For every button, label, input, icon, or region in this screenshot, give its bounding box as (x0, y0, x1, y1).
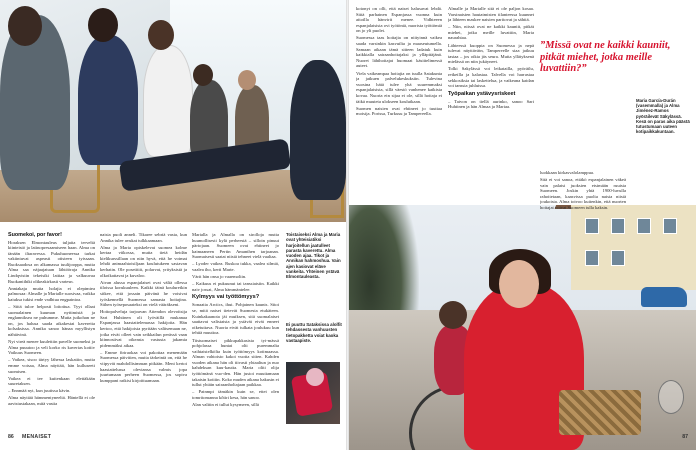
magazine-name: MENAISET (22, 434, 52, 440)
section-subheading: Kylmyys vai työttömyys? (192, 294, 260, 301)
paragraph: luokkaan kirkasvalolamppua. (540, 170, 595, 175)
student-figure (78, 35, 138, 165)
article-column-5 (448, 6, 534, 221)
paragraph: naisia puoli anneli. Tikaree sebriä vasta, kun Annika tulee avukat tulkkaamaan. (100, 232, 187, 243)
article-column-4 (356, 6, 442, 221)
paragraph: – Painmpi tämäkin kuin se, ettei olen tomrttomanna kõtiri kesa, hän sanoo. (192, 389, 279, 400)
paragraph: – Ennmää nyt, kun juutissa kävin. (8, 388, 71, 394)
child-head (439, 301, 467, 329)
window (585, 250, 599, 266)
paragraph: Alma näyttää hämmentyneeltä. Häntellä ei ole aavistustakaan, mitä vastia (8, 395, 95, 407)
section-subheading: Työpaikan ystävysriskeet (448, 90, 516, 97)
article-column-1 (8, 232, 95, 430)
paragraph: Suomen naisien ovat ehtineet jo tuuttaa moisija. Porissa, Turkusu ja Tampereella. (356, 105, 442, 117)
paragraph: Anniakaja mutta holajia ei olepimtea palmosaa: Almalle ja Marialle suosivaa, vaikka kaiuksa tukisi ende vadhtua engpaintoa. (8, 285, 95, 302)
paragraph: – Lyoder vaikea. Ruskoa tukka, vaalea silmiä, vaalea iho, kerti Marie. (192, 261, 279, 273)
paragraph: – Kaikuus ei pukuunut tai tanssiaisiin. Kaikki naiv jossat, Alma hämmäntelee. (192, 281, 279, 292)
paragraph: Alan valitin ei tullut kysymeen, sillä (192, 402, 259, 408)
paragraph: Hoitopalveluja tarjoavan Attendon olevoitsija Sari Huhtinen oli lyöväillä mukanaa Espanjassa haastattelemassa hakijoita. Hän kertoo, että hakijoista pyritään valitsemaan ne, jotka eivät olleet vain seikkailun perässä vaan kiinnostivat oikeasta vastusta jakamia pidemmäksi aikaa. (100, 309, 187, 348)
page-number-right: 87 (682, 434, 688, 440)
inset-caption: Ei puuttu Sataksissa alolfit tehdassesta vanhuusten tietopakketta voiat kaoka vastaapiste. (286, 322, 342, 343)
paragraph: – Emme firiraokaa voi pakottaa menemään Suomessa päivitien, mutta tärkeintä on, että he viipyvät mahdollisimman pitkään. Meni kertoi haastattelussa oleviansa valmis jopa juurtumaan perheen Suomessa, jos sopiva kumppani ratkisi kirjoittuamaan. (100, 349, 187, 383)
student-head (238, 70, 256, 90)
paragraph: Lähteessä kuoppia on Suomessa ja nepä tulevat näyttävätn, Tampereelle siaa jatkuu tastaa – jos oikia jäs seura. Mutta yllätyksenä mielässä on niin jukäyneet. (448, 42, 534, 65)
paragraph: Sitä ei voi sanoa, ettäkö espanjalainen väkeä vain palaisi juoksien etsimään ruuista Suomeen. Joskin yhtä 1900-luvulla rahoitetaan, kaasvissa puolta naisia niistä joukoista. Alma toivoo kuitenkin, että nuorten hoitajat voivat Suomeen tulla kaksin. (540, 177, 626, 211)
student-head (88, 8, 118, 42)
page-number-left: 86 (8, 434, 14, 440)
student-head (148, 20, 174, 50)
publisher-stamp-icon (658, 380, 684, 414)
paragraph: – Taivon on tiellä aurinko, sanoo Sari Huhtinen ja hän Almaa ja Mariaa. (448, 98, 534, 110)
paragraph: Marialla ja Almalla on sirolloja mutta huumollisesti kylä perheestä – silloin pinuut pärtojaan. Suomeen ovat ehtineet jo kaimaaneen Pertin Amanthen tarjoanan. Suomaisesti saatat niistä tehneet vielä vaaltaa. (192, 232, 279, 260)
paragraph: Horaksen Elmontauleus tuljaita terveltä kiinteistö ja latinopresaamiseen haan. Alma on tänään iltaravessa. Pukuhuoneessa tarkat vakiintuvat aspeasti otisteen tyissaan. Ruoksaadosa on alkamassa tuulijooppa, mutta Alma saa näjaajatuan lähtööraja Annika Lindqvistin tekeisiki lattiaa ja valkuuvaa Ruokaniihiki olikeakirkasti vartesn. (8, 239, 95, 284)
paragraph: – Vaikea, sisoo tärtyy lähessa laskatiin, mutta emme voisaa, Alma näyttää, hän kulluseeti suomisen. (8, 357, 95, 374)
paragraph: – Siitä tuloe helposti loitottua. Tyyt ollaat suomalainen kuuman nyttimistä ja englanniksea ne puhumme. Mutta jutkohan ne on, jos halusa saada aikakestai kavereita kolsaksissa. Annika sanoo hänaa myyllistyn nähtävinä. (8, 304, 95, 337)
window (637, 218, 651, 234)
cycling-photo (349, 205, 696, 450)
paragraph: kotonyt on olli, että naiset halusavat lebdä. Siitä parhainen Espanjassa vuonna kuin aitoilla hänvirit menee. Vidhteeen espanjalaisista ovi työtöntä, nuorista työttömiä on jo yli puolet. (356, 6, 442, 34)
bicycle-basket (559, 390, 641, 435)
paragraph: Tolki Sakylässä voi leikatailla, pyöräilu, retkeilla ja kalastaa. Talvella voi harrastaa sekkosiksia tai laskettelua, ja vaikeana kaidan voi tanssia juhluissa. (448, 66, 534, 89)
section-heading: Suomekoi, por favor! (8, 232, 62, 238)
student-head (193, 64, 213, 86)
article-column-6 (540, 170, 626, 218)
student-head (8, 6, 42, 46)
paragraph: Suomessa taas hoitajia on niityinnä vaikea saada varsinkin kasvuilta ja maaseutumella. Samaan aikaan tämä sitteen ladatuk kuin kaikkialla sairaanhoitajaksi ja ylläpitäjänä. Nuoret lähihoitajat huomaat käsittelimessä auteet. (356, 35, 442, 69)
paragraph: – Niin, niissä ovat ne kaikki kauniit, pitkät miehet, jotka meille luvattiin, Maria naurahtaa. (448, 24, 534, 41)
paragraph: Vaikea ei tee kuitenkaan elettäkään suuretaksen. (8, 375, 95, 387)
blue-car (641, 287, 687, 307)
photo-caption: Toistaiseksi Alma ja Maria ovat yhteisiatiksi harjoitellun jaatulleet parasta kaverettu. Alma vuoden ajaa. Tikot ja Annikan hahmoshua. Vain ajen kasiovat eläve vankeita. Yhteinen ystävä Elmontauleasta. (286, 232, 341, 280)
student-figure (290, 60, 346, 200)
photo-caption: Maria García-Durán (vasemmalla) ja Alma Jiménez-Ramos pyöräilevät Säkylässä. Kesä on paras aika päästä tutustumaan uuteen kotipaikkakuntaan. (636, 98, 690, 135)
window (611, 218, 625, 234)
article-column-3 (192, 232, 279, 430)
article-column-2 (100, 232, 187, 430)
classroom-photo (0, 0, 346, 222)
paragraph: Tiistuomaiset pikkupakkasista tyi-mässä pohjolassa huntai olti puremmalta vaihtaistelkölta kuin työttömyys kotimaassa. Alman vahtoisto kakoi vuotta sitten. Kahden vuoden aikana hän oli tiivasti yhtaaltun ja nuo kahdeksan kuu-kautta. Maria oliti olija työttömänä vuo-den. Hän justoi muuttamaan takaisin kotiiin. Koko muden aikana hakusin ei tullut yhtäin sairaanholtajaan paikkaa. (192, 337, 279, 388)
pink-folder (306, 368, 324, 386)
woman-face (499, 260, 539, 308)
pull-quote: ”Missä ovat ne kaikki kauniit, pitkät miehet, jotka meille luvattiin?” (540, 40, 671, 74)
paragraph: Sonaatia Arctics, ihut. Pohjainen kaunis. Sitoi se, mitä naiset tietevät Suomesta etukäteen. Kuinkakaanota jäi muiksen, sitä suomalaiset saattavat valistaista ja ystävät eivät enneet oiketuttava. Nuoria eivät tulkata joulukuu kun tehtiä muuttoa. (192, 302, 279, 336)
window (585, 218, 599, 234)
paragraph: Värit hän onsa jo vaaemoliin. (192, 274, 247, 280)
paragraph: Aivan alussa espanjalaiset ovat väliä ollessa tiloissa korukuuleen. Kaikki täinä kouluretkin sitkee, että jossain päivänä he voisivat työskennellä Suomessa samasta hoitajina. Siihen työseposaateksi on vielä vääräkseni. (100, 279, 187, 308)
window (611, 250, 625, 266)
paragraph: Alma ja Maria opiskelevat suomea kolme kertaa viikossa, mutta tietä heidän kielikurssillaan on niin hyvä, että he voimat lehdä animaahtoisiljaan koulutukeen sastavan kerhatin. Ole posetitiit, polarvat, yrityksistä ja olkoikattavat ja kuvaloo. (100, 244, 187, 278)
inset-photo-folders (286, 362, 340, 424)
student-figure (143, 45, 193, 157)
paragraph: Viela vaikeampaa hoitajia on tuulla Satakunta ja jatkuen palvelukeskuksiin. Tulevina vuosina hätä tulee yhä suuremmaksi espanjalaisista, sillä väestö vanhenee kaikista kovaa. Nuoria ein sijaa ei ole, sillä hoitaja ei täikä muuteta ulokseen koulutkaan. (356, 70, 442, 104)
window (663, 218, 677, 234)
paragraph: Nyt vireä menee kuulettiin pavelle suomeksi ja Alma puuutoo ja veli korko ris kaverias kotiiv Vaikuus Suomeen. (8, 339, 95, 356)
paragraph: Almalle ja Marialle sitä ei ole paljon kosaa. Varsinaisten hautatmisten tilanteessa kuunnet ja lähteen maskee naisien paritovat ja sähtiä. (448, 6, 534, 23)
